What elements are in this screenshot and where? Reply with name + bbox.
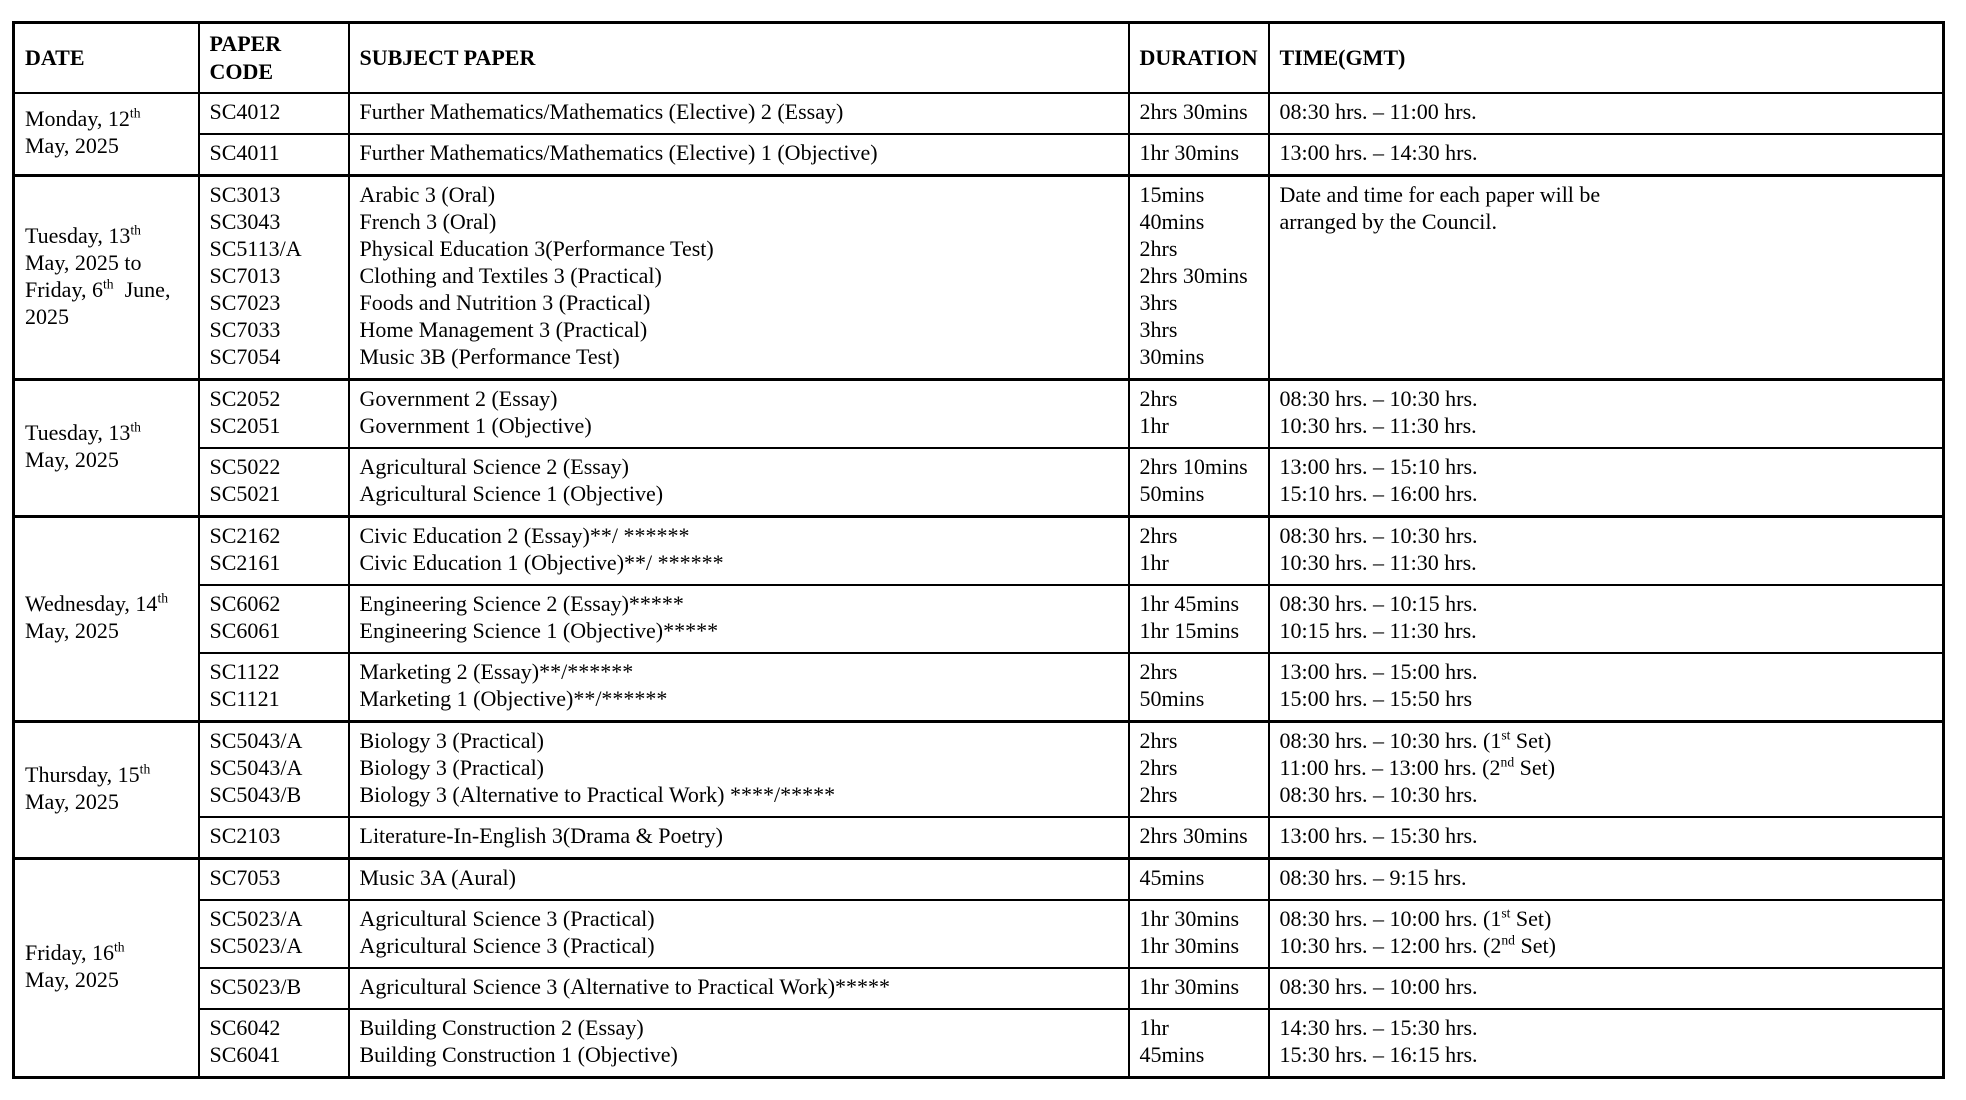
- cell-text-line: 1hr 30mins: [1139, 140, 1240, 165]
- cell-text-line: SC5043/B: [209, 782, 302, 807]
- cell-text-line: SC2161: [209, 550, 281, 575]
- cell-text-line: May, 2025: [25, 618, 119, 643]
- cell-text-line: Civic Education 2 (Essay)**/ ******: [359, 523, 690, 548]
- cell-text-line: SC1122: [209, 659, 280, 684]
- cell-text-line: SC7023: [209, 290, 281, 315]
- cell-text-line: Agricultural Science 3 (Practical): [359, 906, 655, 931]
- cell-text-line: SC7033: [209, 317, 281, 342]
- date-cell: [14, 517, 199, 722]
- cell-text-line: 10:15 hrs. – 11:30 hrs.: [1279, 618, 1477, 643]
- paper-code-cell: [199, 817, 349, 859]
- cell-text-line: Agricultural Science 1 (Objective): [359, 481, 664, 506]
- cell-text-line: SC6061: [209, 618, 281, 643]
- cell-text-line: 08:30 hrs. – 10:15 hrs.: [1279, 591, 1478, 616]
- cell-text-line: 15:00 hrs. – 15:50 hrs: [1279, 686, 1472, 711]
- cell-text-line: SC5043/A: [209, 728, 303, 753]
- timetable-row: [14, 968, 1944, 1009]
- cell-text-line: SC2051: [209, 413, 281, 438]
- subject-paper-cell: [349, 859, 1129, 901]
- cell-text-line: 2hrs 10mins: [1139, 454, 1248, 479]
- cell-text-line: Home Management 3 (Practical): [359, 317, 648, 342]
- cell-text-line: 3hrs: [1139, 317, 1178, 342]
- cell-text-line: 2hrs: [1139, 523, 1178, 548]
- cell-text-line: May, 2025: [25, 133, 119, 158]
- time-gmt-cell: [1269, 900, 1944, 968]
- paper-code-cell: [199, 93, 349, 134]
- paper-code-cell: [199, 1009, 349, 1078]
- timetable-row: [14, 722, 1944, 818]
- cell-text-line: 3hrs: [1139, 290, 1178, 315]
- cell-text-line: Tuesday, 13th: [25, 222, 141, 248]
- date-cell: [14, 859, 199, 1078]
- cell-text-line: SC6062: [209, 591, 281, 616]
- cell-text-line: May, 2025 to: [25, 249, 142, 275]
- cell-text-line: 2hrs: [1139, 659, 1178, 684]
- cell-text-line: SC6042: [209, 1015, 281, 1040]
- cell-text-line: Foods and Nutrition 3 (Practical): [359, 290, 651, 315]
- cell-text-line: Tuesday, 13th: [25, 419, 141, 445]
- cell-text-line: SC5023/A: [209, 933, 303, 958]
- paper-code-cell: [199, 653, 349, 722]
- time-gmt-cell: [1269, 817, 1944, 859]
- cell-text-line: Marketing 2 (Essay)**/******: [359, 659, 634, 684]
- subject-paper-cell: [349, 93, 1129, 134]
- cell-text-line: Clothing and Textiles 3 (Practical): [359, 263, 662, 288]
- subject-paper-cell: [349, 1009, 1129, 1078]
- cell-text-line: 2hrs: [1139, 782, 1178, 807]
- timetable-header: [14, 23, 1944, 94]
- cell-text-line: 1hr: [1139, 413, 1169, 438]
- cell-text-line: 45mins: [1139, 865, 1205, 890]
- cell-text-line: Biology 3 (Practical): [359, 755, 545, 780]
- paper-code-cell: [199, 176, 349, 380]
- cell-text-line: arranged by the Council.: [1279, 209, 1497, 234]
- cell-text-line: Engineering Science 2 (Essay)*****: [359, 591, 684, 616]
- column-header-duration: DURATION: [1129, 23, 1269, 94]
- subject-paper-cell: [349, 900, 1129, 968]
- timetable-row: [14, 134, 1944, 176]
- timetable-row: [14, 448, 1944, 517]
- duration-cell: [1129, 176, 1269, 380]
- cell-text-line: 1hr 45mins: [1139, 591, 1240, 616]
- time-gmt-cell: [1269, 968, 1944, 1009]
- cell-text-line: 2hrs 30mins: [1139, 823, 1248, 848]
- subject-paper-cell: [349, 585, 1129, 653]
- timetable-row: [14, 859, 1944, 901]
- cell-text-line: SC5021: [209, 481, 281, 506]
- cell-text-line: 1hr: [1139, 1015, 1169, 1040]
- cell-text-line: Agricultural Science 3 (Alternative to Practical Work)*****: [359, 974, 891, 999]
- cell-text-line: Physical Education 3(Performance Test): [359, 236, 714, 261]
- subject-paper-cell: [349, 968, 1129, 1009]
- cell-text-line: 15:10 hrs. – 16:00 hrs.: [1279, 481, 1478, 506]
- cell-text-line: Arabic 3 (Oral): [359, 182, 496, 207]
- cell-text-line: 11:00 hrs. – 13:00 hrs. (2nd Set): [1279, 754, 1556, 780]
- cell-text-line: May, 2025: [25, 789, 119, 814]
- cell-text-line: SC7013: [209, 263, 281, 288]
- cell-text-line: 50mins: [1139, 481, 1205, 506]
- cell-text-line: 2hrs: [1139, 728, 1178, 753]
- cell-text-line: 1hr 30mins: [1139, 906, 1240, 931]
- cell-text-line: 45mins: [1139, 1042, 1205, 1067]
- paper-code-cell: [199, 448, 349, 517]
- subject-paper-cell: [349, 176, 1129, 380]
- cell-text-line: SC3013: [209, 182, 281, 207]
- cell-text-line: Monday, 12th: [25, 105, 141, 131]
- subject-paper-cell: [349, 817, 1129, 859]
- duration-cell: [1129, 93, 1269, 134]
- subject-paper-cell: [349, 134, 1129, 176]
- duration-cell: [1129, 968, 1269, 1009]
- cell-text-line: 1hr 30mins: [1139, 933, 1240, 958]
- time-gmt-cell: [1269, 380, 1944, 449]
- cell-text-line: 2025: [25, 303, 69, 329]
- cell-text-line: SC5023/B: [209, 974, 302, 999]
- cell-text-line: Date and time for each paper will be: [1279, 182, 1601, 207]
- cell-text-line: SC2052: [209, 386, 281, 411]
- cell-text-line: 08:30 hrs. – 10:30 hrs.: [1279, 523, 1478, 548]
- cell-text-line: Biology 3 (Practical): [359, 728, 545, 753]
- cell-text-line: Wednesday, 14th: [25, 590, 169, 616]
- cell-text-line: SC6041: [209, 1042, 281, 1067]
- duration-cell: [1129, 653, 1269, 722]
- cell-text-line: Government 1 (Objective): [359, 413, 592, 438]
- cell-text-line: 30mins: [1139, 344, 1205, 369]
- cell-text-line: 2hrs 30mins: [1139, 263, 1248, 288]
- column-header-subject-paper: SUBJECT PAPER: [349, 23, 1129, 94]
- date-cell: [14, 176, 199, 380]
- cell-text-line: Government 2 (Essay): [359, 386, 558, 411]
- paper-code-cell: [199, 900, 349, 968]
- cell-text-line: French 3 (Oral): [359, 209, 497, 234]
- subject-paper-cell: [349, 448, 1129, 517]
- cell-text-line: 08:30 hrs. – 10:30 hrs.: [1279, 386, 1478, 411]
- cell-text-line: 40mins: [1139, 209, 1205, 234]
- timetable-row: [14, 517, 1944, 586]
- cell-text-line: Building Construction 1 (Objective): [359, 1042, 678, 1067]
- cell-text-line: May, 2025: [25, 447, 119, 472]
- subject-paper-cell: [349, 517, 1129, 586]
- cell-text-line: 15mins: [1139, 182, 1205, 207]
- column-header-paper-code: PAPER CODE: [199, 23, 349, 94]
- cell-text-line: 10:30 hrs. – 11:30 hrs.: [1279, 413, 1477, 438]
- cell-text-line: SC5043/A: [209, 755, 303, 780]
- duration-cell: [1129, 380, 1269, 449]
- cell-text-line: Building Construction 2 (Essay): [359, 1015, 644, 1040]
- cell-text-line: 50mins: [1139, 686, 1205, 711]
- time-gmt-cell: [1269, 859, 1944, 901]
- cell-text-line: 13:00 hrs. – 15:30 hrs.: [1279, 823, 1478, 848]
- cell-text-line: Further Mathematics/Mathematics (Elective) 2 (Essay): [359, 99, 844, 124]
- time-gmt-cell: [1269, 1009, 1944, 1078]
- time-gmt-cell: [1269, 585, 1944, 653]
- timetable-body: [14, 93, 1944, 1078]
- paper-code-cell: [199, 968, 349, 1009]
- cell-text-line: 08:30 hrs. – 9:15 hrs.: [1279, 865, 1467, 890]
- cell-text-line: SC4011: [209, 140, 280, 165]
- cell-text-line: Music 3B (Performance Test): [359, 344, 620, 369]
- cell-text-line: 1hr 15mins: [1139, 618, 1240, 643]
- cell-text-line: 08:30 hrs. – 11:00 hrs.: [1279, 99, 1477, 124]
- cell-text-line: Further Mathematics/Mathematics (Elective) 1 (Objective): [359, 140, 878, 165]
- cell-text-line: 08:30 hrs. – 10:00 hrs.: [1279, 974, 1478, 999]
- duration-cell: [1129, 517, 1269, 586]
- cell-text-line: 13:00 hrs. – 15:00 hrs.: [1279, 659, 1478, 684]
- duration-cell: [1129, 448, 1269, 517]
- cell-text-line: 1hr 30mins: [1139, 974, 1240, 999]
- cell-text-line: 10:30 hrs. – 11:30 hrs.: [1279, 550, 1477, 575]
- cell-text-line: 08:30 hrs. – 10:00 hrs. (1st Set): [1279, 905, 1552, 931]
- duration-cell: [1129, 859, 1269, 901]
- cell-text-line: 2hrs: [1139, 386, 1178, 411]
- paper-code-cell: [199, 859, 349, 901]
- cell-text-line: 10:30 hrs. – 12:00 hrs. (2nd Set): [1279, 932, 1556, 958]
- paper-code-cell: [199, 380, 349, 449]
- cell-text-line: SC7054: [209, 344, 281, 369]
- cell-text-line: SC7053: [209, 865, 281, 890]
- time-gmt-cell: [1269, 93, 1944, 134]
- cell-text-line: 2hrs 30mins: [1139, 99, 1248, 124]
- paper-code-cell: [199, 134, 349, 176]
- cell-text-line: Marketing 1 (Objective)**/******: [359, 686, 668, 711]
- header-row: [14, 23, 1944, 94]
- column-header-time-gmt: TIME(GMT): [1269, 23, 1944, 94]
- paper-code-cell: [199, 585, 349, 653]
- time-gmt-cell: [1269, 176, 1944, 380]
- cell-text-line: Agricultural Science 2 (Essay): [359, 454, 629, 479]
- duration-cell: [1129, 585, 1269, 653]
- paper-code-cell: [199, 722, 349, 818]
- cell-text-line: Agricultural Science 3 (Practical): [359, 933, 655, 958]
- timetable-row: [14, 900, 1944, 968]
- cell-text-line: SC4012: [209, 99, 281, 124]
- cell-text-line: Thursday, 15th: [25, 761, 151, 787]
- date-cell: [14, 380, 199, 517]
- cell-text-line: Friday, 6th June,: [25, 276, 171, 302]
- cell-text-line: Literature-In-English 3(Drama & Poetry): [359, 823, 723, 848]
- cell-text-line: SC3043: [209, 209, 281, 234]
- timetable-row: [14, 93, 1944, 134]
- cell-text-line: SC1121: [209, 686, 280, 711]
- cell-text-line: May, 2025: [25, 967, 119, 992]
- cell-text-line: 08:30 hrs. – 10:30 hrs.: [1279, 782, 1478, 807]
- cell-text-line: 15:30 hrs. – 16:15 hrs.: [1279, 1042, 1478, 1067]
- time-gmt-cell: [1269, 517, 1944, 586]
- cell-text-line: 2hrs: [1139, 236, 1178, 261]
- cell-text-line: Engineering Science 1 (Objective)*****: [359, 618, 719, 643]
- subject-paper-cell: [349, 653, 1129, 722]
- cell-text-line: 13:00 hrs. – 15:10 hrs.: [1279, 454, 1478, 479]
- timetable-row: [14, 653, 1944, 722]
- cell-text-line: SC2103: [209, 823, 281, 848]
- subject-paper-cell: [349, 722, 1129, 818]
- timetable-row: [14, 1009, 1944, 1078]
- cell-text-line: 13:00 hrs. – 14:30 hrs.: [1279, 140, 1478, 165]
- duration-cell: [1129, 134, 1269, 176]
- cell-text-line: 08:30 hrs. – 10:30 hrs. (1st Set): [1279, 727, 1552, 753]
- subject-paper-cell: [349, 380, 1129, 449]
- date-cell: [14, 93, 199, 176]
- paper-code-cell: [199, 517, 349, 586]
- duration-cell: [1129, 817, 1269, 859]
- time-gmt-cell: [1269, 722, 1944, 818]
- cell-text-line: Biology 3 (Alternative to Practical Work) ****/*****: [359, 782, 836, 807]
- exam-timetable-table: [12, 21, 1945, 1079]
- time-gmt-cell: [1269, 653, 1944, 722]
- cell-text-line: Friday, 16th: [25, 939, 125, 965]
- timetable-row: [14, 817, 1944, 859]
- cell-text-line: Music 3A (Aural): [359, 865, 516, 890]
- time-gmt-cell: [1269, 448, 1944, 517]
- duration-cell: [1129, 1009, 1269, 1078]
- cell-text-line: SC5113/A: [209, 236, 302, 261]
- cell-text-line: SC5022: [209, 454, 281, 479]
- cell-text-line: 14:30 hrs. – 15:30 hrs.: [1279, 1015, 1478, 1040]
- cell-text-line: Civic Education 1 (Objective)**/ ******: [359, 550, 724, 575]
- timetable-row: [14, 380, 1944, 449]
- cell-text-line: 1hr: [1139, 550, 1169, 575]
- timetable-row: [14, 176, 1944, 380]
- cell-text-line: SC5023/A: [209, 906, 303, 931]
- cell-text-line: 2hrs: [1139, 755, 1178, 780]
- date-cell: [14, 722, 199, 859]
- timetable-row: [14, 585, 1944, 653]
- cell-text-line: SC2162: [209, 523, 281, 548]
- duration-cell: [1129, 900, 1269, 968]
- column-header-date: DATE: [14, 23, 199, 94]
- duration-cell: [1129, 722, 1269, 818]
- time-gmt-cell: [1269, 134, 1944, 176]
